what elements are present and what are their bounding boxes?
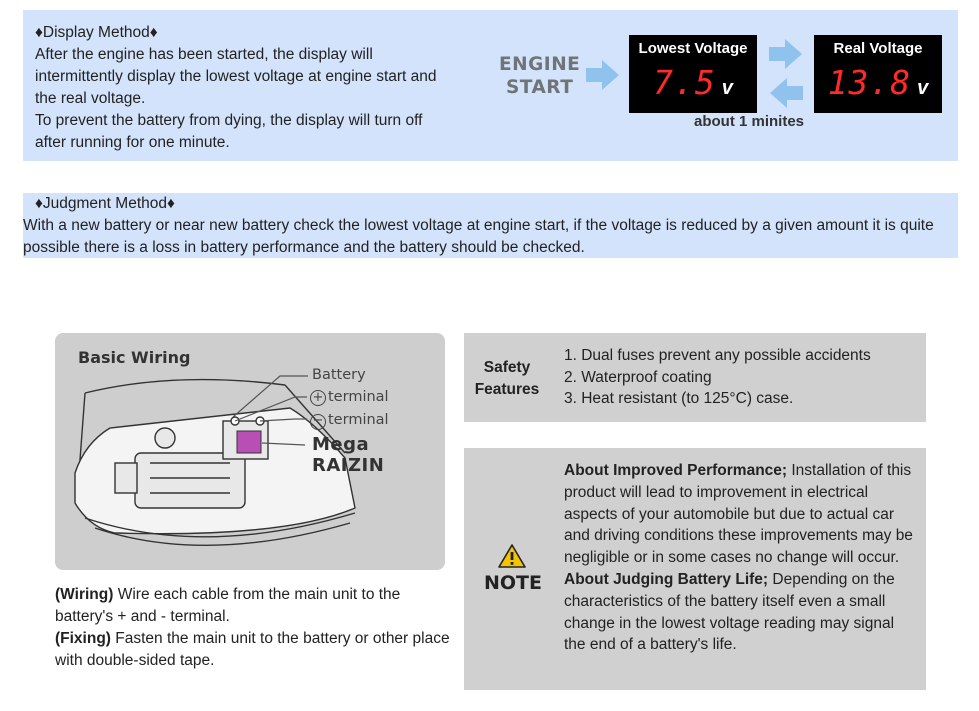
product-label: Mega RAIZIN xyxy=(312,434,385,476)
lowest-voltage-value-group xyxy=(629,63,757,102)
safety-feature-item: 1. Dual fuses prevent any possible accidents xyxy=(564,347,871,364)
note-label: NOTE xyxy=(484,572,542,594)
display-method-line: the real voltage. xyxy=(35,90,146,107)
fixing-caption-text: Fasten the main unit to the battery or other place with double-sided tape. xyxy=(55,630,450,669)
real-voltage-display xyxy=(814,35,942,113)
performance-heading: About Improved Performance; xyxy=(564,462,788,479)
wiring-caption xyxy=(55,584,455,672)
wiring-caption-head: (Wiring) xyxy=(55,586,114,603)
basic-wiring-illustration xyxy=(55,333,445,570)
wiring-title: Basic Wiring xyxy=(78,348,191,367)
judgment-method-title: ♦Judgment Method♦ xyxy=(35,195,175,212)
display-method-line: To prevent the battery from dying, the display will turn off xyxy=(35,112,423,129)
lowest-voltage-label: Lowest Voltage xyxy=(638,40,748,57)
battery-life-text: Depending on the characteristics of the battery itself even a small change in the lowest voltage reading may signal the end of a battery's life. xyxy=(564,570,895,654)
right-arrow-icon xyxy=(769,38,803,70)
performance-text: Installation of this product will lead to improvement in electrical aspects of your automobile but due to actual car and driving conditions these improvements may be negligible or in some cases no change will occur. xyxy=(564,462,913,567)
interval-caption: about 1 minites xyxy=(694,113,805,130)
judgment-method-text: With a new battery or near new battery check the lowest voltage at engine start, if the voltage is reduced by a given amount it is quite possible there is a loss in battery performance and the battery should be checked. xyxy=(23,217,934,256)
real-voltage-unit: v xyxy=(917,77,929,99)
display-method-title: ♦Display Method♦ xyxy=(35,24,158,41)
plus-terminal-text: terminal xyxy=(328,389,389,405)
real-voltage-value-group xyxy=(814,63,942,102)
real-voltage-label: Real Voltage xyxy=(833,40,923,57)
safety-features-list xyxy=(564,345,871,410)
safety-feature-item: 2. Waterproof coating xyxy=(564,368,712,386)
engine-start-line2: START xyxy=(505,77,574,98)
minus-terminal-icon: − xyxy=(310,414,326,430)
left-arrow-icon xyxy=(769,77,803,109)
minus-terminal-label xyxy=(310,412,389,430)
lowest-voltage-value: 7.5 xyxy=(653,63,716,102)
safety-features-panel xyxy=(464,333,926,422)
note-text xyxy=(564,460,916,656)
plus-terminal-label xyxy=(310,389,389,406)
display-method-line: After the engine has been started, the display will xyxy=(35,46,373,63)
fixing-caption-head: (Fixing) xyxy=(55,630,111,647)
engine-start-label xyxy=(499,53,580,99)
judgment-method-panel xyxy=(23,193,958,258)
battery-label: Battery xyxy=(312,367,366,383)
display-method-line: after running for one minute. xyxy=(35,134,230,151)
minus-terminal-text: terminal xyxy=(328,412,389,428)
display-method-text xyxy=(35,22,485,154)
note-panel xyxy=(464,448,926,690)
display-method-line: intermittently display the lowest voltage at engine start and xyxy=(35,68,437,85)
battery-life-heading: About Judging Battery Life; xyxy=(564,570,769,588)
lowest-voltage-display xyxy=(629,35,757,113)
display-method-panel xyxy=(23,10,958,161)
lowest-voltage-unit: v xyxy=(721,77,733,99)
safety-features-title: Safety Features xyxy=(474,359,540,398)
engine-start-line1: ENGINE xyxy=(499,54,581,75)
right-arrow-icon xyxy=(586,58,620,92)
plus-terminal-icon: + xyxy=(310,390,326,406)
real-voltage-value: 13.8 xyxy=(827,63,912,102)
safety-feature-item: 3. Heat resistant (to 125°C) case. xyxy=(564,390,794,407)
warning-icon xyxy=(498,544,526,568)
wiring-caption-text: Wire each cable from the main unit to the battery's + and - terminal. xyxy=(55,586,401,625)
